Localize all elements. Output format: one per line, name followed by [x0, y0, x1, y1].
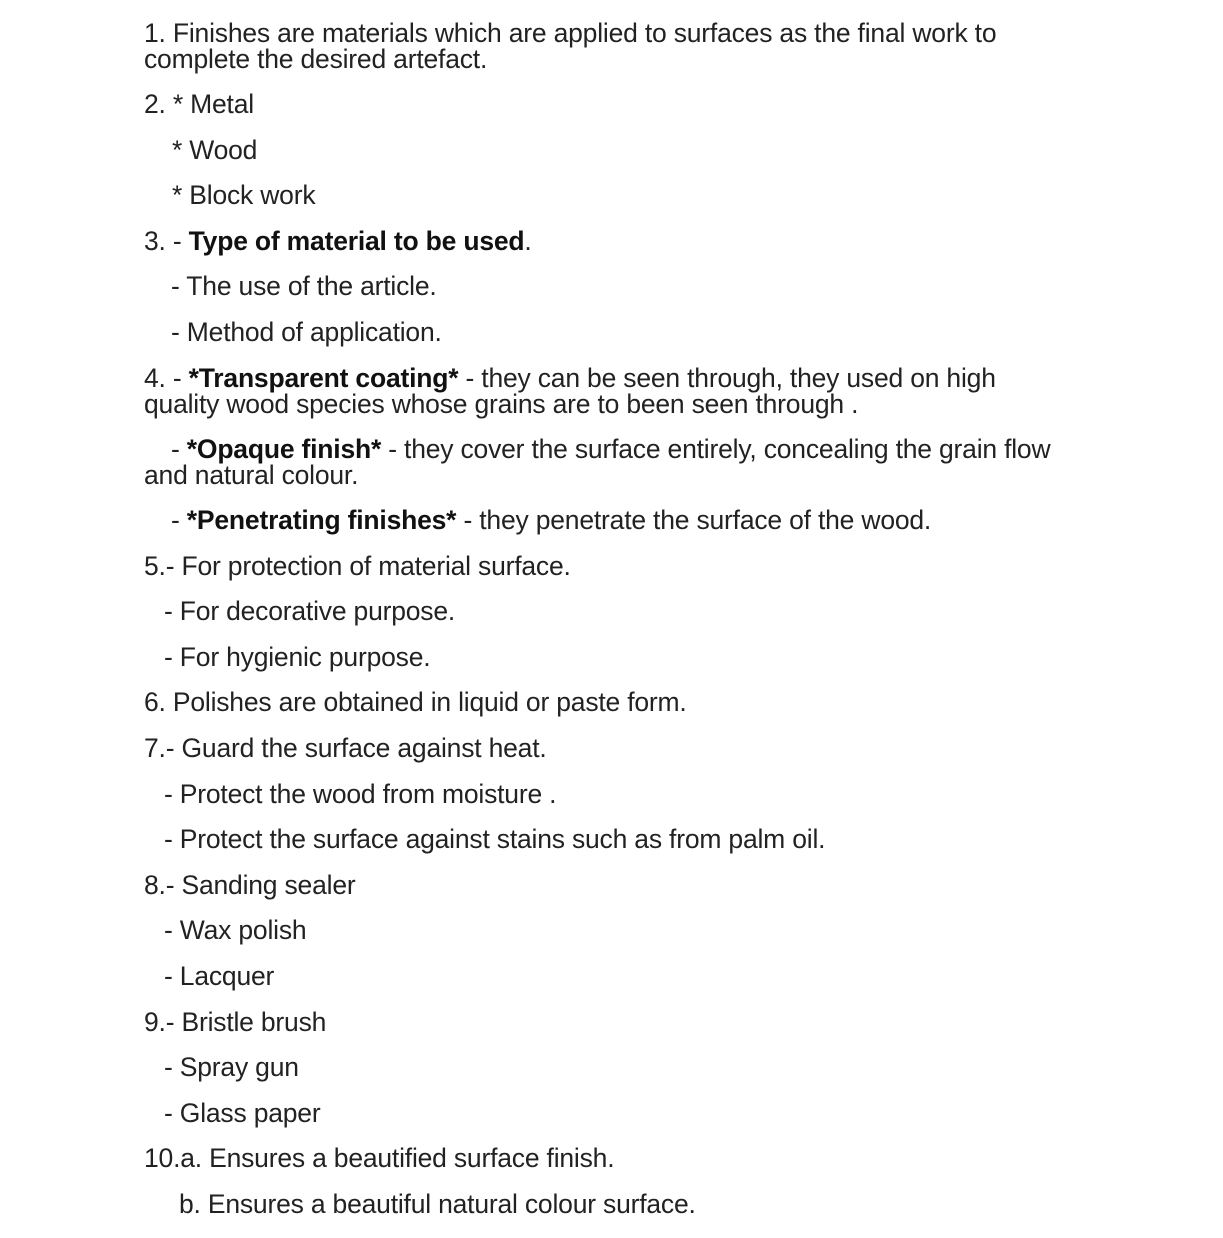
- answer-7-item-2: [164, 781, 1104, 807]
- answer-3-prefix: 3. -: [144, 226, 189, 256]
- answer-10-item-a: [144, 1145, 1084, 1171]
- answer-7-item-2-text: - Protect the wood from moisture .: [164, 779, 557, 809]
- answer-2-item-3-text: * Block work: [172, 180, 316, 210]
- answer-8-item-2: [164, 917, 1104, 943]
- answer-4-item-1-text: - they can be seen through, they used on high quality wood species whose grains are to been seen through .: [144, 363, 996, 419]
- answer-3-suffix: .: [524, 226, 532, 256]
- answer-8-item-1: [144, 872, 1084, 898]
- answer-3-item-3: [171, 319, 1111, 345]
- answer-3-item-1: [144, 228, 1084, 254]
- answer-5-item-2-text: - For decorative purpose.: [164, 596, 456, 626]
- answer-2-item-2-text: * Wood: [172, 135, 258, 165]
- answer-9-item-1-text: 9.- Bristle brush: [144, 1007, 327, 1037]
- answer-2-item-2: [172, 137, 1112, 163]
- answer-10-item-b-text: b. Ensures a beautiful natural colour surface.: [179, 1189, 696, 1219]
- answer-10-item-b: [179, 1191, 1119, 1217]
- answer-3-item-2-text: - The use of the article.: [171, 271, 437, 301]
- answer-4-item-2-text: - they cover the surface entirely, concealing the grain flow and natural colour.: [144, 434, 1051, 490]
- answer-5-item-1-text: 5.- For protection of material surface.: [144, 551, 571, 581]
- answer-7-item-1-text: 7.- Guard the surface against heat.: [144, 733, 547, 763]
- answer-7-item-1: [144, 735, 1084, 761]
- answer-1: [144, 20, 1084, 72]
- answer-7-item-3: [164, 826, 1104, 852]
- answer-3-bold-term: Type of material to be used: [188, 226, 525, 256]
- answer-4-item-3: [171, 507, 1111, 533]
- answer-8-item-3: [164, 963, 1104, 989]
- answer-4-item-3-text: - they penetrate the surface of the wood.: [456, 505, 932, 535]
- answer-2-item-3: [172, 182, 1112, 208]
- answer-6: [144, 689, 1084, 715]
- answer-4-item-3-prefix: -: [171, 505, 187, 535]
- answer-1-text: 1. Finishes are materials which are applied to surfaces as the final work to complete the desired artefact.: [144, 18, 997, 74]
- answer-9-item-3-text: - Glass paper: [164, 1098, 321, 1128]
- answer-5-item-3: [164, 644, 1104, 670]
- answer-2-item-1-text: 2. * Metal: [144, 89, 254, 119]
- answer-4-item-1: [144, 365, 1044, 417]
- answer-7-item-3-text: - Protect the surface against stains such as from palm oil.: [164, 824, 826, 854]
- answer-4-prefix: 4. -: [144, 363, 189, 393]
- answer-5-item-3-text: - For hygienic purpose.: [164, 642, 431, 672]
- answer-4-opaque-finish: *Opaque finish*: [186, 434, 382, 464]
- answer-9-item-3: [164, 1100, 1104, 1126]
- answer-3-item-2: [171, 273, 1111, 299]
- answer-4-item-2-prefix: -: [171, 434, 187, 464]
- answer-9-item-2: [164, 1054, 1104, 1080]
- answer-2-item-1: [144, 91, 1084, 117]
- answer-6-text: 6. Polishes are obtained in liquid or paste form.: [144, 687, 687, 717]
- answer-10-item-a-text: 10.a. Ensures a beautified surface finish.: [144, 1143, 615, 1173]
- answer-5-item-2: [164, 598, 1104, 624]
- answer-9-item-1: [144, 1009, 1084, 1035]
- answer-4-transparent-coating: *Transparent coating*: [188, 363, 459, 393]
- answer-9-item-2-text: - Spray gun: [164, 1052, 299, 1082]
- answer-8-item-3-text: - Lacquer: [164, 961, 275, 991]
- answer-5-item-1: [144, 553, 1084, 579]
- answer-8-item-2-text: - Wax polish: [164, 915, 307, 945]
- answer-8-item-1-text: 8.- Sanding sealer: [144, 870, 356, 900]
- answer-4-item-2: [144, 436, 1054, 488]
- answer-4-penetrating-finishes: *Penetrating finishes*: [186, 505, 457, 535]
- answer-3-item-3-text: - Method of application.: [171, 317, 442, 347]
